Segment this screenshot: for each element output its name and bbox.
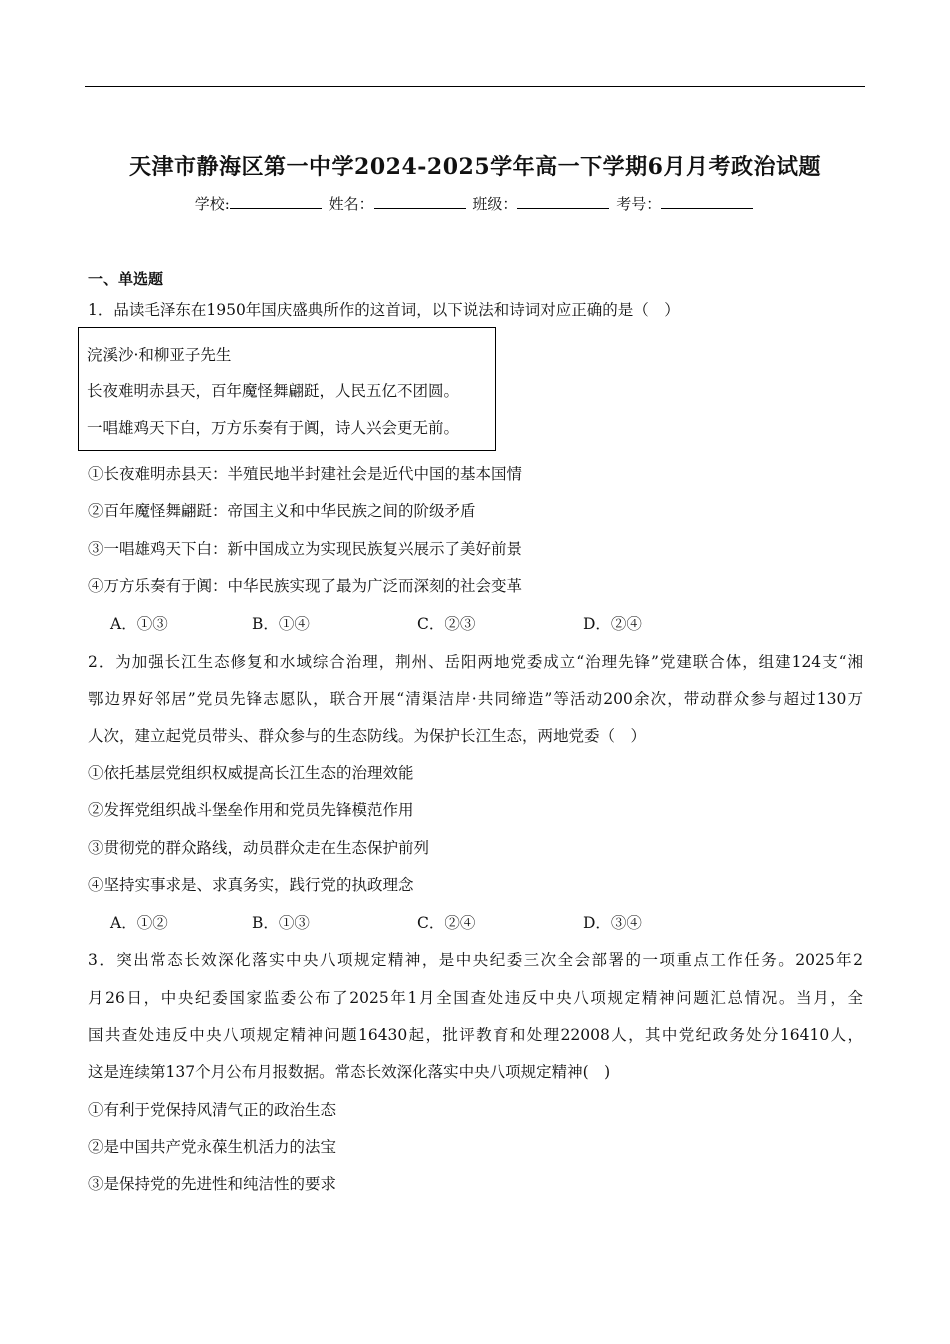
q2-option-d[interactable]: D．③④ xyxy=(583,914,642,932)
q2-item: ②发挥党组织战斗堡垒作用和党员先锋模范作用 xyxy=(88,801,414,819)
poem-line: 一唱雄鸡天下白，万方乐奏有于阗，诗人兴会更无前。 xyxy=(87,419,460,437)
q1-stem: 1．品读毛泽东在1950年国庆盛典所作的这首词，以下说法和诗词对应正确的是（ ） xyxy=(88,301,680,319)
q2-item: ④坚持实事求是、求真务实，践行党的执政理念 xyxy=(88,876,414,894)
q1-option-d[interactable]: D．②④ xyxy=(583,615,642,633)
field-class-label: 班级： xyxy=(472,195,518,213)
q1-poem-box xyxy=(78,327,496,451)
q3-item: ①有利于党保持风清气正的政治生态 xyxy=(88,1101,337,1119)
q1-option-b[interactable]: B．①④ xyxy=(252,615,310,633)
q2-stem-line: 人次，建立起党员带头、群众参与的生态防线。为保护长江生态，两地党委（ ） xyxy=(88,727,647,745)
q1-option-c[interactable]: C．②③ xyxy=(417,615,476,633)
field-name-label: 姓名： xyxy=(328,195,374,213)
field-school-label: 学校: xyxy=(194,195,230,213)
q1-item: ②百年魔怪舞翩跹：帝国主义和中华民族之间的阶级矛盾 xyxy=(88,502,476,520)
q3-stem-line: 这是连续第137个月公布月报数据。常态长效深化落实中央八项规定精神( ) xyxy=(88,1063,611,1081)
field-class-blank[interactable] xyxy=(517,194,609,209)
poem-title: 浣溪沙·和柳亚子先生 xyxy=(87,346,232,364)
field-id-label: 考号： xyxy=(616,195,662,213)
q2-item: ③贯彻党的群众路线，动员群众走在生态保护前列 xyxy=(88,839,430,857)
q3-item: ③是保持党的先进性和纯洁性的要求 xyxy=(88,1175,337,1193)
page-title: 天津市静海区第一中学2024-2025学年高一下学期6月月考政治试题 xyxy=(129,154,821,180)
field-id-blank[interactable] xyxy=(661,194,753,209)
q1-option-a[interactable]: A．①③ xyxy=(110,615,168,633)
section-heading: 一、单选题 xyxy=(88,270,164,288)
q1-item: ①长夜难明赤县天：半殖民地半封建社会是近代中国的基本国情 xyxy=(88,465,523,483)
q2-stem-line: 鄂边界好邻居”党员先锋志愿队，联合开展“清渠洁岸·共同缔造”等活动200余次，带动群众参与超过130万 xyxy=(88,690,863,708)
q2-stem-line: 2．为加强长江生态修复和水域综合治理，荆州、岳阳两地党委成立“治理先锋”党建联合体，组建124支“湘 xyxy=(88,653,863,671)
q2-item: ①依托基层党组织权威提高长江生态的治理效能 xyxy=(88,764,414,782)
q3-stem-line: 月26日，中央纪委国家监委公布了2025年1月全国查处违反中央八项规定精神问题汇总情况。当月，全 xyxy=(88,989,863,1007)
poem-line: 长夜难明赤县天，百年魔怪舞翩跹，人民五亿不团圆。 xyxy=(87,382,460,400)
student-info-fields xyxy=(0,193,950,214)
q3-stem-line: 3．突出常态长效深化落实中央八项规定精神，是中央纪委三次全会部署的一项重点工作任务。2025年2 xyxy=(88,951,863,969)
field-name-blank[interactable] xyxy=(374,194,466,209)
q1-item: ④万方乐奏有于阗：中华民族实现了最为广泛而深刻的社会变革 xyxy=(88,577,523,595)
q1-item: ③一唱雄鸡天下白：新中国成立为实现民族复兴展示了美好前景 xyxy=(88,540,523,558)
field-school-blank[interactable] xyxy=(230,194,322,209)
q2-option-c[interactable]: C．②④ xyxy=(417,914,476,932)
q3-stem-line: 国共查处违反中央八项规定精神问题16430起，批评教育和处理22008人，其中党纪政务处分16410人， xyxy=(88,1026,863,1044)
q2-option-a[interactable]: A．①② xyxy=(110,914,168,932)
top-rule xyxy=(85,86,865,87)
q2-option-b[interactable]: B．①③ xyxy=(252,914,310,932)
q3-item: ②是中国共产党永葆生机活力的法宝 xyxy=(88,1138,337,1156)
